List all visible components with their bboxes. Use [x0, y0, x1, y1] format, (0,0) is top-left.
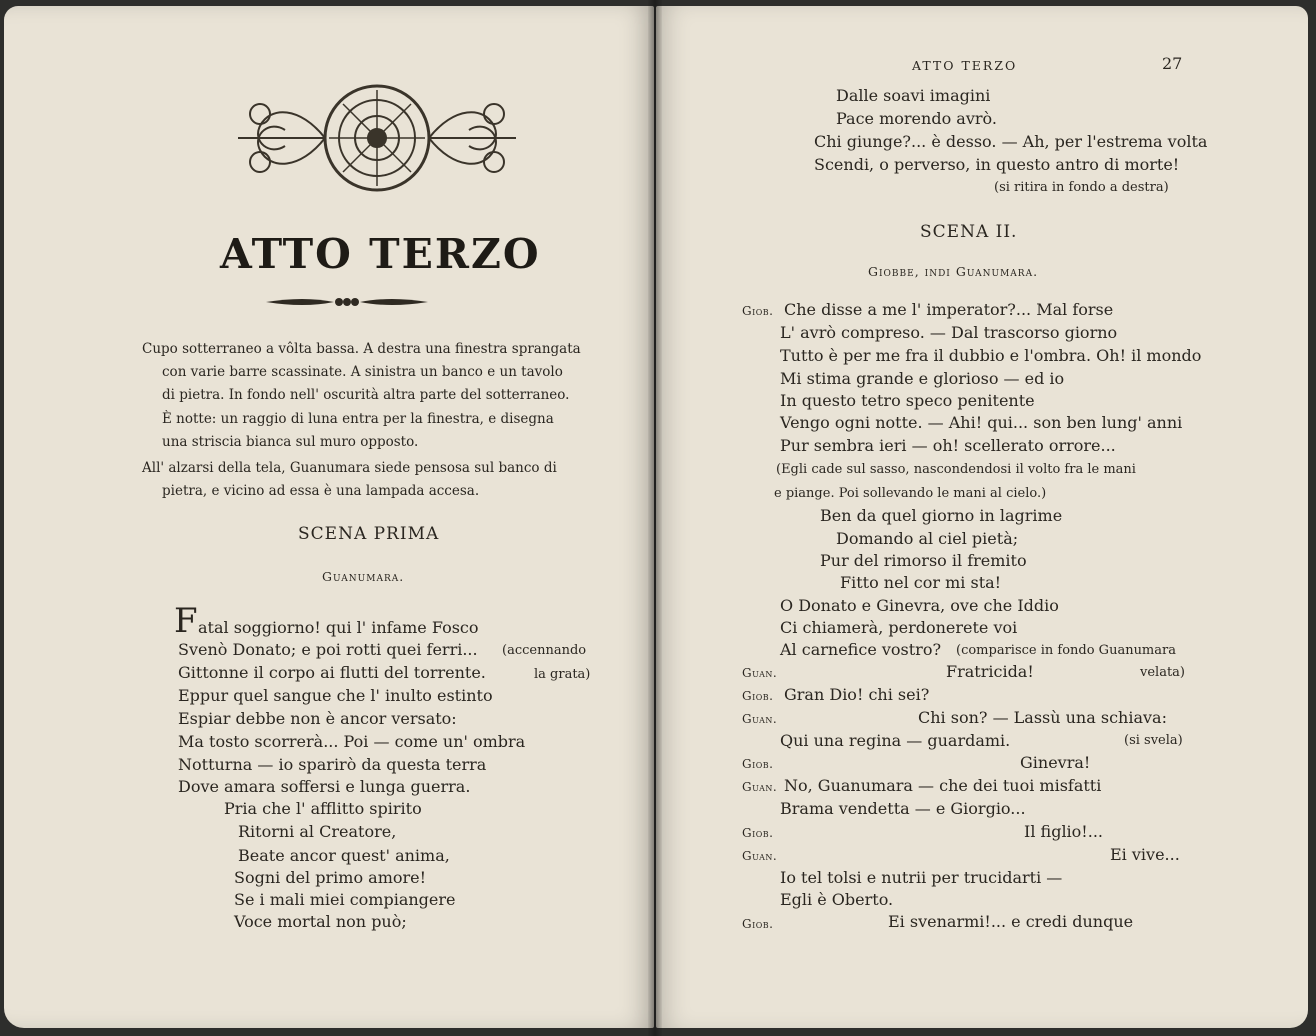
verse-line: Io tel tolsi e nutrii per trucidarti — — [780, 868, 1063, 887]
verse-line: Pria che l' afflitto spirito — [224, 799, 422, 818]
verse-line: Svenò Donato; e poi rotti quei ferri... — [178, 640, 478, 659]
scene-characters: Guanumara. — [322, 569, 405, 584]
verse-line: Chi giunge?... è desso. — Ah, per l'estrema volta — [814, 132, 1208, 151]
aside-text: la grata) — [534, 667, 591, 682]
verse-line: In questo tetro speco penitente — [780, 391, 1035, 410]
verse-line: Fratricida! — [946, 662, 1034, 681]
scene-title: SCENA PRIMA — [298, 524, 440, 544]
verse-line: Mi stima grande e glorioso — ed io — [780, 369, 1065, 388]
verse-line: Gittonne il corpo ai flutti del torrente. — [178, 663, 486, 682]
stage-direction-line: pietra, e vicino ad essa è una lampada accesa. — [162, 483, 480, 499]
left-page — [4, 6, 654, 1028]
drop-cap: F — [174, 601, 198, 641]
verse-line: Fitto nel cor mi sta! — [840, 573, 1002, 592]
speaker-label: Guan. — [742, 849, 778, 863]
verse-line: Pur sembra ieri — oh! scellerato orrore... — [780, 436, 1116, 455]
scene-characters: Giobbe, indi Guanumara. — [868, 264, 1039, 279]
verse-line: atal soggiorno! qui l' infame Fosco — [198, 618, 479, 637]
divider-ornament-icon — [264, 294, 430, 310]
verse-line: Egli è Oberto. — [780, 890, 894, 909]
verse-line: Voce mortal non può; — [234, 912, 407, 931]
stage-direction-line: con varie barre scassinate. A sinistra un banco e un tavolo — [162, 364, 563, 380]
verse-line: Domando al ciel pietà; — [836, 529, 1019, 548]
verse-line: Dove amara soffersi e lunga guerra. — [178, 777, 471, 796]
verse-line: Eppur quel sangue che l' inulto estinto — [178, 686, 493, 705]
stage-direction-line: e piange. Poi sollevando le mani al cielo.) — [774, 486, 1047, 501]
verse-line: Ei vive... — [1110, 845, 1180, 864]
book-gutter — [648, 0, 662, 1036]
verse-line: Ginevra! — [1020, 753, 1091, 772]
verse-line: Chi son? — Lassù una schiava: — [918, 708, 1167, 727]
verse-line: Notturna — io sparirò da questa terra — [178, 755, 487, 774]
right-page — [656, 6, 1308, 1028]
page-number: 27 — [1162, 54, 1183, 73]
speaker-label: Giob. — [742, 917, 774, 931]
stage-direction-line: All' alzarsi della tela, Guanumara siede pensosa sul banco di — [142, 460, 557, 476]
verse-line: Tutto è per me fra il dubbio e l'ombra. Oh! il mondo — [780, 346, 1202, 365]
verse-line: Al carnefice vostro? — [780, 640, 942, 659]
verse-line: Ma tosto scorrerà... Poi — come un' ombra — [178, 732, 526, 751]
speaker-label: Guan. — [742, 712, 778, 726]
aside-text: velata) — [1140, 665, 1185, 680]
verse-line: Beate ancor quest' anima, — [238, 846, 450, 865]
speaker-label: Giob. — [742, 826, 774, 840]
verse-line: Pur del rimorso il fremito — [820, 551, 1027, 570]
verse-line: Che disse a me l' imperator?... Mal forse — [784, 300, 1114, 319]
running-header: ATTO TERZO — [912, 58, 1018, 73]
verse-line: No, Guanumara — che dei tuoi misfatti — [784, 776, 1102, 795]
stage-direction-line: È notte: un raggio di luna entra per la finestra, e disegna — [162, 411, 554, 427]
stage-direction-line: (Egli cade sul sasso, nascondendosi il volto fra le mani — [776, 462, 1136, 477]
verse-line: Se i mali miei compiangere — [234, 890, 456, 909]
aside-text: (si ritira in fondo a destra) — [994, 180, 1169, 195]
verse-line: Il figlio!... — [1024, 822, 1103, 841]
act-title: ATTO TERZO — [220, 230, 541, 278]
aside-text: (accennando — [502, 643, 587, 658]
stage-direction-line: Cupo sotterraneo a vôlta bassa. A destra una finestra sprangata — [142, 341, 581, 357]
speaker-label: Guan. — [742, 780, 778, 794]
verse-line: O Donato e Ginevra, ove che Iddio — [780, 596, 1059, 615]
verse-line: Sogni del primo amore! — [234, 868, 427, 887]
verse-line: L' avrò compreso. — Dal trascorso giorno — [780, 323, 1118, 342]
floral-ornament-icon — [230, 76, 524, 200]
verse-line: Dalle soavi imagini — [836, 86, 991, 105]
speaker-label: Giob. — [742, 304, 774, 318]
scene-title: SCENA II. — [920, 222, 1018, 242]
verse-line: Pace morendo avrò. — [836, 109, 997, 128]
verse-line: Scendi, o perverso, in questo antro di morte! — [814, 155, 1180, 174]
speaker-label: Guan. — [742, 666, 778, 680]
verse-line: Espiar debbe non è ancor versato: — [178, 709, 457, 728]
verse-line: Ei svenarmi!... e credi dunque — [888, 912, 1134, 931]
verse-line: Brama vendetta — e Giorgio... — [780, 799, 1026, 818]
stage-direction-line: di pietra. In fondo nell' oscurità altra parte del sotterraneo. — [162, 387, 570, 403]
verse-line: Ritorni al Creatore, — [238, 822, 397, 841]
verse-line: Vengo ogni notte. — Ahi! qui... son ben lung' anni — [780, 413, 1183, 432]
aside-text: (si svela) — [1124, 733, 1183, 748]
verse-line: Qui una regina — guardami. — [780, 731, 1011, 750]
verse-line: Ci chiamerà, perdonerete voi — [780, 618, 1018, 637]
speaker-label: Giob. — [742, 689, 774, 703]
aside-text: (comparisce in fondo Guanumara — [956, 643, 1176, 658]
speaker-label: Giob. — [742, 757, 774, 771]
verse-line: Gran Dio! chi sei? — [784, 685, 930, 704]
stage-direction-line: una striscia bianca sul muro opposto. — [162, 434, 419, 450]
verse-line: Ben da quel giorno in lagrime — [820, 506, 1063, 525]
